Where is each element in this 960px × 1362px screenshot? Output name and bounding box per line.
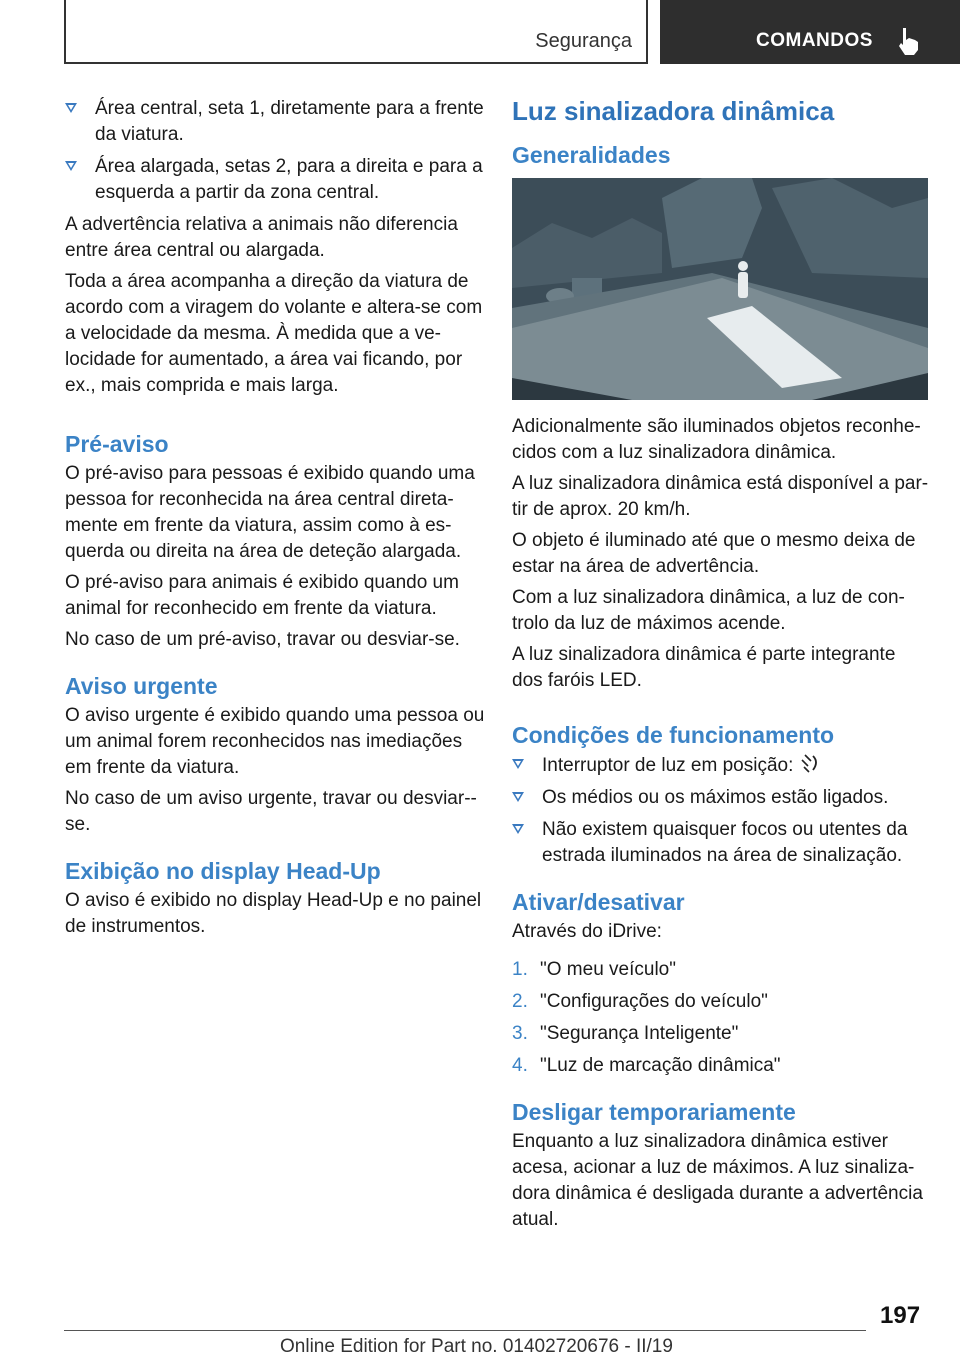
area-bullet-list [65, 96, 485, 206]
page-number: 197 [880, 1302, 921, 1329]
heading-aviso-urgente: Aviso urgente [65, 673, 218, 699]
paragraph: O objeto é iluminado até que o mesmo deixa de estar na área de advertência. [512, 530, 916, 577]
list-item: 4. "Luz de marcação dinâmica" [512, 1055, 781, 1076]
triangle-bullet-icon [512, 759, 524, 769]
idrive-steps [512, 957, 930, 1079]
paragraph: A advertência relativa a animais não diferencia entre área central ou alargada. [65, 214, 458, 261]
heading-desligar: Desligar temporariamente [512, 1099, 796, 1125]
heading-pre-aviso: Pré-aviso [65, 431, 169, 457]
triangle-bullet-icon [65, 103, 77, 113]
footer-divider [64, 1330, 866, 1331]
paragraph: O pré-aviso para pessoas é exibido quando uma pessoa for reconhecida na área central diretamente em frente da viatura, assim como à esquerda ou direita na área de deteção alargada. [65, 463, 475, 562]
right-column [512, 96, 930, 1238]
paragraph: No caso de um aviso urgente, travar ou desviar--se. [65, 788, 477, 835]
left-column [65, 96, 485, 945]
footer-edition: Online Edition for Part no. 01402720676 - II/19 [280, 1336, 673, 1357]
pointing-hand-icon [896, 26, 922, 56]
paragraph: A luz sinalizadora dinâmica está disponível a partir de aprox. 20 km/h. [512, 473, 929, 520]
page-title: Luz sinalizadora dinâmica [512, 96, 835, 126]
auto-headlight-icon [799, 752, 821, 774]
paragraph: O aviso é exibido no display Head-Up e no painel de instrumentos. [65, 890, 482, 937]
triangle-bullet-icon [65, 161, 77, 171]
paragraph: Através do iDrive: [512, 921, 662, 942]
paragraph: O aviso urgente é exibido quando uma pessoa ou um animal forem reconhecidos nas imediações em frente da viatura. [65, 705, 485, 778]
list-item: Os médios ou os máximos estão ligados. [512, 785, 930, 811]
paragraph: No caso de um pré-aviso, travar ou desviar-se. [65, 629, 460, 650]
list-item: Área central, seta 1, diretamente para a frente da viatura. [65, 96, 485, 148]
list-item: 3. "Segurança Inteligente" [512, 1023, 739, 1044]
header-section-title: Segurança [535, 30, 632, 52]
paragraph: Toda a área acompanha a direção da viatura de acordo com a viragem do volante e altera-se com a velocidade da mesma. À medida que a velocidade for aumentado, a área vai ficando, por ex., mais comprida e mais larga. [65, 271, 483, 396]
triangle-bullet-icon [512, 824, 524, 834]
header-chapter-box [660, 0, 960, 64]
paragraph: A luz sinalizadora dinâmica é parte integrante dos faróis LED. [512, 644, 896, 691]
paragraph: O pré-aviso para animais é exibido quando um animal for reconhecido em frente da viatura. [65, 572, 459, 619]
list-item: Interruptor de luz em posição: [512, 752, 930, 779]
paragraph: Com a luz sinalizadora dinâmica, a luz de controlo da luz de máximos acende. [512, 587, 905, 634]
heading-ativar-desativar: Ativar/desativar [512, 889, 685, 915]
list-item: Área alargada, setas 2, para a direita e para a esquerda a partir da zona central. [65, 154, 485, 206]
heading-condicoes: Condições de funcionamento [512, 722, 835, 748]
triangle-bullet-icon [512, 792, 524, 802]
conditions-list [512, 752, 930, 869]
paragraph: Adicionalmente são iluminados objetos reconhecidos com a luz sinalizadora dinâmica. [512, 416, 921, 463]
list-item: Não existem quaisquer focos ou utentes da estrada iluminados na área de sinalização. [512, 817, 930, 869]
header-section-box [64, 0, 648, 64]
heading-generalidades: Generalidades [512, 142, 671, 168]
heading-head-up-display: Exibição no display Head-Up [65, 858, 381, 884]
list-item: 1. "O meu veículo" [512, 959, 676, 980]
header-chapter-title: COMANDOS [756, 30, 873, 51]
list-item: 2. "Configurações do veículo" [512, 991, 768, 1012]
night-road-illustration [512, 178, 928, 400]
paragraph: Enquanto a luz sinalizadora dinâmica estiver acesa, acionar a luz de máximos. A luz sinalizadora dinâmica é desligada durante a advertência atual. [512, 1131, 923, 1230]
